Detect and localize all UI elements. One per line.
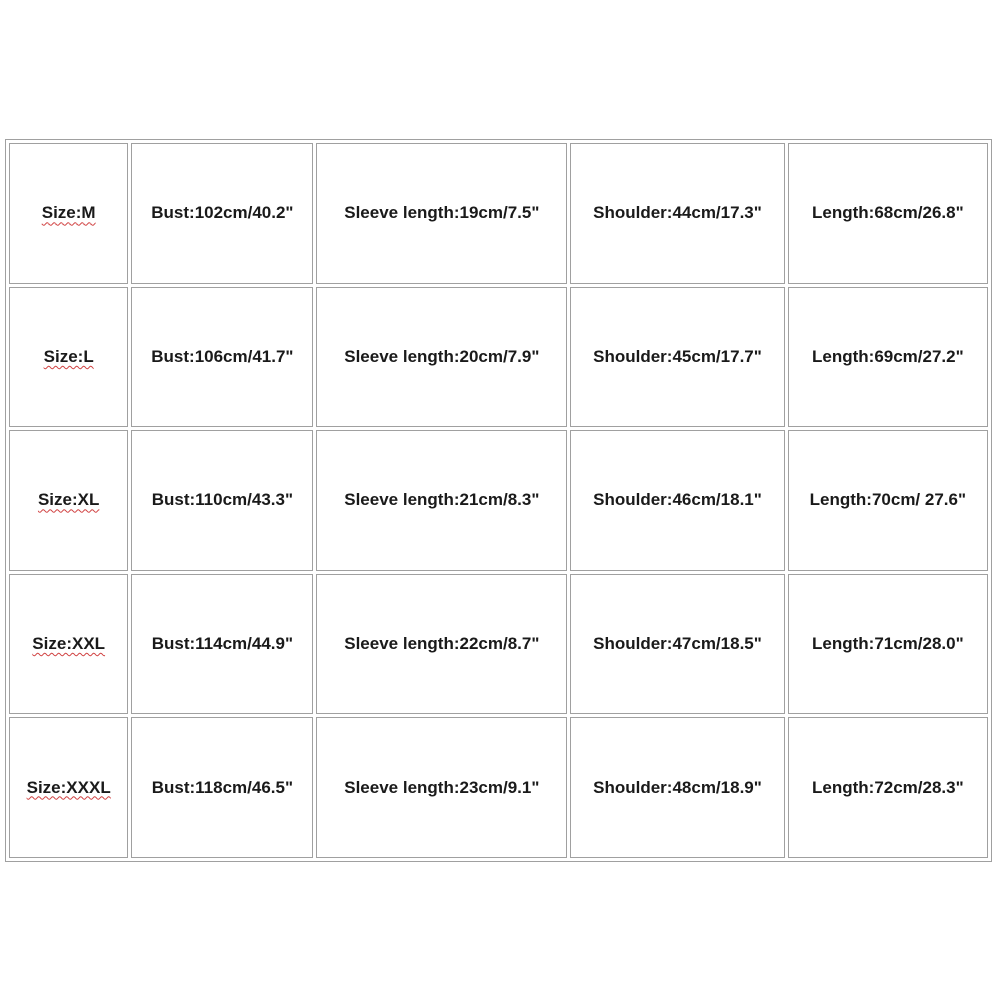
size-cell: [9, 287, 128, 428]
sleeve-length-cell: Sleeve length:23cm/9.1": [316, 717, 567, 858]
size-label: Size:XXL: [32, 634, 106, 654]
length-cell: Length:71cm/28.0": [788, 574, 988, 715]
table-row: [9, 717, 988, 858]
size-cell: [9, 574, 128, 715]
bust-cell: Bust:102cm/40.2": [131, 143, 313, 284]
sleeve-length-cell: Sleeve length:20cm/7.9": [316, 287, 567, 428]
shoulder-cell: Shoulder:44cm/17.3": [570, 143, 784, 284]
size-label: Size:M: [41, 203, 96, 223]
length-cell: Length:68cm/26.8": [788, 143, 988, 284]
shoulder-cell: Shoulder:45cm/17.7": [570, 287, 784, 428]
sleeve-length-cell: Sleeve length:22cm/8.7": [316, 574, 567, 715]
size-label: Size:XXXL: [26, 777, 111, 797]
length-cell: Length:69cm/27.2": [788, 287, 988, 428]
size-cell: [9, 717, 128, 858]
table-row: [9, 143, 988, 284]
shoulder-cell: Shoulder:46cm/18.1": [570, 430, 784, 571]
bust-cell: Bust:106cm/41.7": [131, 287, 313, 428]
bust-cell: Bust:114cm/44.9": [131, 574, 313, 715]
size-cell: [9, 430, 128, 571]
length-cell: Length:70cm/ 27.6": [788, 430, 988, 571]
table-row: [9, 430, 988, 571]
table-row: [9, 287, 988, 428]
size-label: Size:L: [43, 346, 94, 366]
size-label: Size:XL: [37, 490, 100, 510]
sleeve-length-cell: Sleeve length:21cm/8.3": [316, 430, 567, 571]
bust-cell: Bust:110cm/43.3": [131, 430, 313, 571]
size-chart-table: [5, 139, 992, 862]
length-cell: Length:72cm/28.3": [788, 717, 988, 858]
size-cell: [9, 143, 128, 284]
sleeve-length-cell: Sleeve length:19cm/7.5": [316, 143, 567, 284]
shoulder-cell: Shoulder:48cm/18.9": [570, 717, 784, 858]
bust-cell: Bust:118cm/46.5": [131, 717, 313, 858]
shoulder-cell: Shoulder:47cm/18.5": [570, 574, 784, 715]
table-row: [9, 574, 988, 715]
